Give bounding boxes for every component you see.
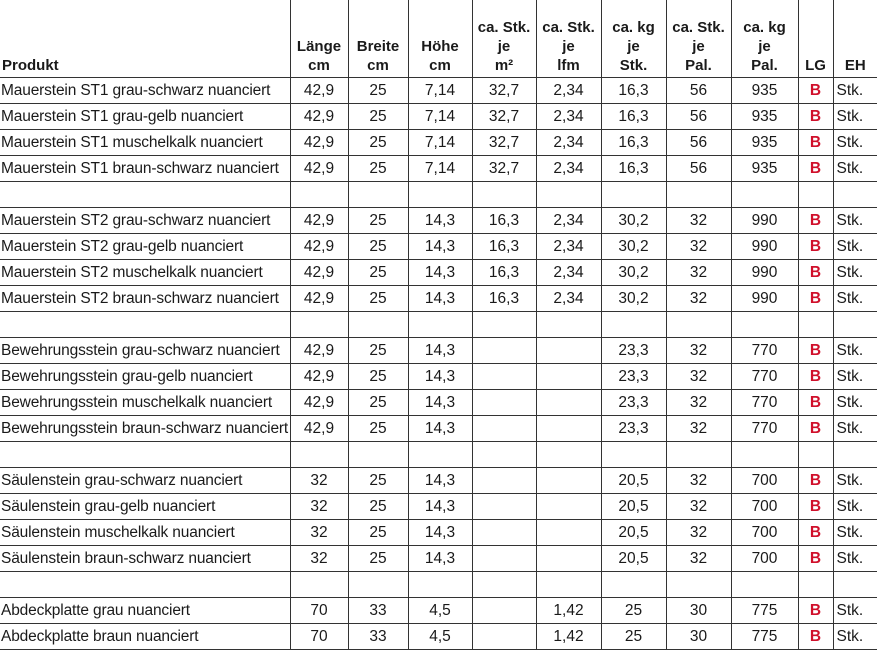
cell-produkt: Säulenstein braun-schwarz nuanciert (0, 546, 290, 572)
cell-stk-je-m2: 16,3 (472, 260, 536, 286)
cell-kg-je-stk: 23,3 (601, 338, 666, 364)
cell-kg-je-stk: 20,5 (601, 546, 666, 572)
spacer-cell (408, 572, 472, 598)
cell-stk-je-lfm (536, 546, 601, 572)
spacer-cell (731, 182, 798, 208)
spacer-cell (601, 572, 666, 598)
cell-produkt: Mauerstein ST1 braun-schwarz nuanciert (0, 156, 290, 182)
spacer-cell (666, 442, 731, 468)
cell-stk-je-lfm: 2,34 (536, 130, 601, 156)
table-row (0, 130, 877, 156)
spacer-cell (833, 182, 877, 208)
spacer-cell (731, 442, 798, 468)
table-row (0, 520, 877, 546)
spacer-cell (408, 442, 472, 468)
cell-stk-je-lfm (536, 468, 601, 494)
cell-stk-je-m2 (472, 390, 536, 416)
cell-stk-je-pal: 32 (666, 338, 731, 364)
cell-stk-je-pal: 32 (666, 234, 731, 260)
spacer-cell (536, 182, 601, 208)
header-eh: EH (833, 0, 877, 78)
cell-stk-je-lfm (536, 338, 601, 364)
cell-kg-je-pal: 700 (731, 520, 798, 546)
cell-laenge: 42,9 (290, 338, 348, 364)
cell-kg-je-pal: 770 (731, 416, 798, 442)
cell-stk-je-m2 (472, 338, 536, 364)
spacer-cell (290, 572, 348, 598)
cell-produkt: Mauerstein ST1 grau-gelb nuanciert (0, 104, 290, 130)
cell-kg-je-pal: 770 (731, 364, 798, 390)
cell-produkt: Säulenstein grau-schwarz nuanciert (0, 468, 290, 494)
cell-lg: B (798, 598, 833, 624)
cell-stk-je-m2: 16,3 (472, 286, 536, 312)
cell-breite: 25 (348, 130, 408, 156)
cell-produkt: Mauerstein ST2 grau-gelb nuanciert (0, 234, 290, 260)
cell-stk-je-m2 (472, 546, 536, 572)
spacer-cell (472, 442, 536, 468)
cell-kg-je-pal: 935 (731, 104, 798, 130)
cell-kg-je-stk: 23,3 (601, 364, 666, 390)
cell-hoehe: 14,3 (408, 364, 472, 390)
cell-lg: B (798, 364, 833, 390)
cell-eh: Stk. (833, 546, 877, 572)
cell-lg: B (798, 624, 833, 650)
cell-produkt: Mauerstein ST1 grau-schwarz nuanciert (0, 78, 290, 104)
cell-stk-je-pal: 32 (666, 494, 731, 520)
table-row (0, 364, 877, 390)
header-stk-je-pal: ca. Stk. je Pal. (666, 0, 731, 78)
cell-stk-je-lfm (536, 416, 601, 442)
spacer-cell (290, 312, 348, 338)
spacer-cell (348, 572, 408, 598)
cell-eh: Stk. (833, 416, 877, 442)
cell-laenge: 42,9 (290, 416, 348, 442)
cell-hoehe: 7,14 (408, 78, 472, 104)
cell-produkt: Bewehrungsstein muschelkalk nuanciert (0, 390, 290, 416)
table-row (0, 468, 877, 494)
cell-produkt: Bewehrungsstein grau-gelb nuanciert (0, 364, 290, 390)
spacer-cell (833, 442, 877, 468)
cell-eh: Stk. (833, 494, 877, 520)
cell-breite: 25 (348, 546, 408, 572)
cell-kg-je-stk: 16,3 (601, 104, 666, 130)
cell-laenge: 42,9 (290, 130, 348, 156)
spacer-cell (536, 572, 601, 598)
cell-laenge: 42,9 (290, 208, 348, 234)
cell-eh: Stk. (833, 520, 877, 546)
cell-produkt: Abdeckplatte grau nuanciert (0, 598, 290, 624)
table-row (0, 390, 877, 416)
cell-kg-je-pal: 700 (731, 494, 798, 520)
cell-breite: 25 (348, 78, 408, 104)
cell-laenge: 32 (290, 546, 348, 572)
cell-lg: B (798, 416, 833, 442)
cell-kg-je-pal: 990 (731, 208, 798, 234)
cell-stk-je-m2: 32,7 (472, 156, 536, 182)
cell-hoehe: 4,5 (408, 598, 472, 624)
cell-stk-je-m2 (472, 494, 536, 520)
cell-eh: Stk. (833, 624, 877, 650)
cell-hoehe: 14,3 (408, 546, 472, 572)
spacer-cell (408, 182, 472, 208)
spacer-cell (833, 572, 877, 598)
header-stk-je-lfm: ca. Stk. je lfm (536, 0, 601, 78)
cell-laenge: 42,9 (290, 286, 348, 312)
cell-hoehe: 7,14 (408, 104, 472, 130)
cell-kg-je-pal: 935 (731, 156, 798, 182)
spacer-cell (833, 312, 877, 338)
spacer-cell (731, 312, 798, 338)
cell-kg-je-pal: 935 (731, 130, 798, 156)
cell-stk-je-pal: 32 (666, 520, 731, 546)
cell-stk-je-m2 (472, 416, 536, 442)
header-produkt: Produkt (0, 0, 290, 78)
cell-stk-je-lfm (536, 390, 601, 416)
cell-kg-je-stk: 30,2 (601, 260, 666, 286)
cell-kg-je-pal: 775 (731, 598, 798, 624)
cell-stk-je-lfm: 2,34 (536, 234, 601, 260)
cell-stk-je-m2: 16,3 (472, 234, 536, 260)
cell-eh: Stk. (833, 234, 877, 260)
cell-lg: B (798, 156, 833, 182)
group-spacer-row (0, 312, 877, 338)
cell-stk-je-pal: 30 (666, 598, 731, 624)
cell-breite: 25 (348, 364, 408, 390)
cell-breite: 25 (348, 234, 408, 260)
header-breite: Breite cm (348, 0, 408, 78)
cell-kg-je-pal: 990 (731, 260, 798, 286)
cell-stk-je-lfm (536, 364, 601, 390)
cell-kg-je-stk: 20,5 (601, 520, 666, 546)
cell-eh: Stk. (833, 468, 877, 494)
spacer-cell (0, 312, 290, 338)
cell-breite: 25 (348, 468, 408, 494)
cell-eh: Stk. (833, 598, 877, 624)
spacer-cell (666, 312, 731, 338)
cell-kg-je-stk: 30,2 (601, 234, 666, 260)
cell-kg-je-stk: 25 (601, 598, 666, 624)
cell-stk-je-lfm: 2,34 (536, 104, 601, 130)
cell-stk-je-m2: 32,7 (472, 104, 536, 130)
cell-hoehe: 7,14 (408, 156, 472, 182)
cell-stk-je-pal: 30 (666, 624, 731, 650)
table-row (0, 208, 877, 234)
cell-hoehe: 4,5 (408, 624, 472, 650)
cell-stk-je-m2: 32,7 (472, 130, 536, 156)
cell-produkt: Säulenstein muschelkalk nuanciert (0, 520, 290, 546)
group-spacer-row (0, 182, 877, 208)
spacer-cell (798, 182, 833, 208)
spacer-cell (0, 572, 290, 598)
cell-stk-je-lfm: 2,34 (536, 260, 601, 286)
cell-breite: 25 (348, 416, 408, 442)
cell-hoehe: 14,3 (408, 260, 472, 286)
cell-laenge: 32 (290, 494, 348, 520)
cell-kg-je-pal: 770 (731, 338, 798, 364)
cell-hoehe: 14,3 (408, 234, 472, 260)
cell-hoehe: 14,3 (408, 390, 472, 416)
table-row (0, 338, 877, 364)
cell-produkt: Säulenstein grau-gelb nuanciert (0, 494, 290, 520)
spacer-cell (408, 312, 472, 338)
cell-stk-je-pal: 32 (666, 390, 731, 416)
cell-lg: B (798, 338, 833, 364)
cell-stk-je-pal: 56 (666, 78, 731, 104)
cell-stk-je-lfm: 2,34 (536, 156, 601, 182)
group-spacer-row (0, 442, 877, 468)
cell-laenge: 42,9 (290, 260, 348, 286)
cell-laenge: 42,9 (290, 156, 348, 182)
spacer-cell (290, 442, 348, 468)
cell-stk-je-m2: 32,7 (472, 78, 536, 104)
cell-produkt: Bewehrungsstein braun-schwarz nuanciert (0, 416, 290, 442)
cell-stk-je-lfm: 2,34 (536, 286, 601, 312)
spacer-cell (348, 312, 408, 338)
cell-eh: Stk. (833, 286, 877, 312)
cell-stk-je-pal: 56 (666, 104, 731, 130)
spacer-cell (348, 182, 408, 208)
spacer-cell (472, 312, 536, 338)
table-row (0, 286, 877, 312)
spacer-cell (798, 312, 833, 338)
cell-laenge: 32 (290, 468, 348, 494)
header-hoehe: Höhe cm (408, 0, 472, 78)
cell-stk-je-pal: 32 (666, 364, 731, 390)
cell-breite: 25 (348, 390, 408, 416)
cell-laenge: 42,9 (290, 104, 348, 130)
cell-hoehe: 7,14 (408, 130, 472, 156)
header-laenge: Länge cm (290, 0, 348, 78)
cell-hoehe: 14,3 (408, 520, 472, 546)
header-kg-je-pal: ca. kg je Pal. (731, 0, 798, 78)
cell-breite: 33 (348, 598, 408, 624)
cell-stk-je-pal: 32 (666, 416, 731, 442)
cell-kg-je-stk: 25 (601, 624, 666, 650)
spacer-cell (0, 182, 290, 208)
cell-hoehe: 14,3 (408, 338, 472, 364)
header-stk-je-m2: ca. Stk. je m² (472, 0, 536, 78)
cell-lg: B (798, 234, 833, 260)
cell-stk-je-pal: 32 (666, 260, 731, 286)
cell-stk-je-pal: 32 (666, 546, 731, 572)
cell-stk-je-m2 (472, 624, 536, 650)
spacer-cell (666, 182, 731, 208)
cell-lg: B (798, 104, 833, 130)
cell-kg-je-stk: 20,5 (601, 468, 666, 494)
cell-produkt: Abdeckplatte braun nuanciert (0, 624, 290, 650)
spacer-cell (798, 442, 833, 468)
cell-breite: 25 (348, 208, 408, 234)
table-row (0, 78, 877, 104)
cell-eh: Stk. (833, 130, 877, 156)
cell-laenge: 42,9 (290, 78, 348, 104)
cell-kg-je-stk: 16,3 (601, 156, 666, 182)
table-row (0, 598, 877, 624)
cell-eh: Stk. (833, 390, 877, 416)
cell-eh: Stk. (833, 364, 877, 390)
table-row (0, 156, 877, 182)
cell-breite: 33 (348, 624, 408, 650)
cell-stk-je-pal: 32 (666, 286, 731, 312)
spacer-cell (601, 442, 666, 468)
cell-breite: 25 (348, 260, 408, 286)
table-row (0, 624, 877, 650)
cell-kg-je-stk: 23,3 (601, 416, 666, 442)
group-spacer-row (0, 572, 877, 598)
spacer-cell (536, 312, 601, 338)
cell-stk-je-m2 (472, 364, 536, 390)
cell-eh: Stk. (833, 260, 877, 286)
cell-laenge: 70 (290, 624, 348, 650)
table-row (0, 494, 877, 520)
cell-stk-je-lfm (536, 494, 601, 520)
cell-hoehe: 14,3 (408, 416, 472, 442)
cell-hoehe: 14,3 (408, 468, 472, 494)
cell-kg-je-pal: 935 (731, 78, 798, 104)
cell-stk-je-pal: 32 (666, 468, 731, 494)
cell-produkt: Mauerstein ST2 grau-schwarz nuanciert (0, 208, 290, 234)
cell-lg: B (798, 494, 833, 520)
cell-hoehe: 14,3 (408, 286, 472, 312)
cell-produkt: Bewehrungsstein grau-schwarz nuanciert (0, 338, 290, 364)
cell-laenge: 32 (290, 520, 348, 546)
cell-lg: B (798, 208, 833, 234)
cell-kg-je-stk: 30,2 (601, 208, 666, 234)
spacer-cell (290, 182, 348, 208)
cell-produkt: Mauerstein ST2 braun-schwarz nuanciert (0, 286, 290, 312)
spacer-cell (348, 442, 408, 468)
cell-hoehe: 14,3 (408, 494, 472, 520)
table-row (0, 260, 877, 286)
cell-eh: Stk. (833, 338, 877, 364)
cell-eh: Stk. (833, 156, 877, 182)
cell-stk-je-lfm: 2,34 (536, 208, 601, 234)
cell-stk-je-lfm: 1,42 (536, 624, 601, 650)
cell-stk-je-m2 (472, 468, 536, 494)
spacer-cell (472, 182, 536, 208)
spacer-cell (601, 312, 666, 338)
cell-laenge: 42,9 (290, 390, 348, 416)
spacer-cell (798, 572, 833, 598)
cell-kg-je-pal: 990 (731, 286, 798, 312)
cell-stk-je-lfm: 1,42 (536, 598, 601, 624)
cell-breite: 25 (348, 520, 408, 546)
cell-stk-je-pal: 32 (666, 208, 731, 234)
cell-laenge: 70 (290, 598, 348, 624)
cell-lg: B (798, 546, 833, 572)
cell-lg: B (798, 390, 833, 416)
cell-kg-je-stk: 23,3 (601, 390, 666, 416)
cell-kg-je-pal: 775 (731, 624, 798, 650)
table-row (0, 416, 877, 442)
cell-eh: Stk. (833, 104, 877, 130)
table-body (0, 78, 877, 650)
cell-stk-je-m2: 16,3 (472, 208, 536, 234)
spacer-cell (666, 572, 731, 598)
cell-eh: Stk. (833, 78, 877, 104)
cell-stk-je-lfm (536, 520, 601, 546)
cell-stk-je-lfm: 2,34 (536, 78, 601, 104)
cell-stk-je-pal: 56 (666, 156, 731, 182)
cell-kg-je-stk: 30,2 (601, 286, 666, 312)
cell-stk-je-m2 (472, 520, 536, 546)
table-row (0, 546, 877, 572)
header-lg: LG (798, 0, 833, 78)
cell-eh: Stk. (833, 208, 877, 234)
cell-kg-je-pal: 990 (731, 234, 798, 260)
cell-laenge: 42,9 (290, 234, 348, 260)
cell-produkt: Mauerstein ST1 muschelkalk nuanciert (0, 130, 290, 156)
cell-lg: B (798, 130, 833, 156)
cell-breite: 25 (348, 338, 408, 364)
cell-breite: 25 (348, 156, 408, 182)
cell-breite: 25 (348, 286, 408, 312)
cell-stk-je-pal: 56 (666, 130, 731, 156)
cell-lg: B (798, 260, 833, 286)
header-row (0, 0, 877, 78)
cell-hoehe: 14,3 (408, 208, 472, 234)
cell-kg-je-pal: 770 (731, 390, 798, 416)
spacer-cell (731, 572, 798, 598)
cell-stk-je-m2 (472, 598, 536, 624)
cell-lg: B (798, 468, 833, 494)
cell-kg-je-stk: 16,3 (601, 130, 666, 156)
cell-lg: B (798, 520, 833, 546)
cell-kg-je-stk: 16,3 (601, 78, 666, 104)
table-row (0, 104, 877, 130)
cell-kg-je-pal: 700 (731, 546, 798, 572)
cell-kg-je-stk: 20,5 (601, 494, 666, 520)
cell-laenge: 42,9 (290, 364, 348, 390)
cell-breite: 25 (348, 104, 408, 130)
cell-produkt: Mauerstein ST2 muschelkalk nuanciert (0, 260, 290, 286)
cell-kg-je-pal: 700 (731, 468, 798, 494)
spacer-cell (0, 442, 290, 468)
cell-lg: B (798, 78, 833, 104)
table-row (0, 234, 877, 260)
cell-breite: 25 (348, 494, 408, 520)
header-kg-je-stk: ca. kg je Stk. (601, 0, 666, 78)
spacer-cell (601, 182, 666, 208)
spacer-cell (536, 442, 601, 468)
spacer-cell (472, 572, 536, 598)
cell-lg: B (798, 286, 833, 312)
